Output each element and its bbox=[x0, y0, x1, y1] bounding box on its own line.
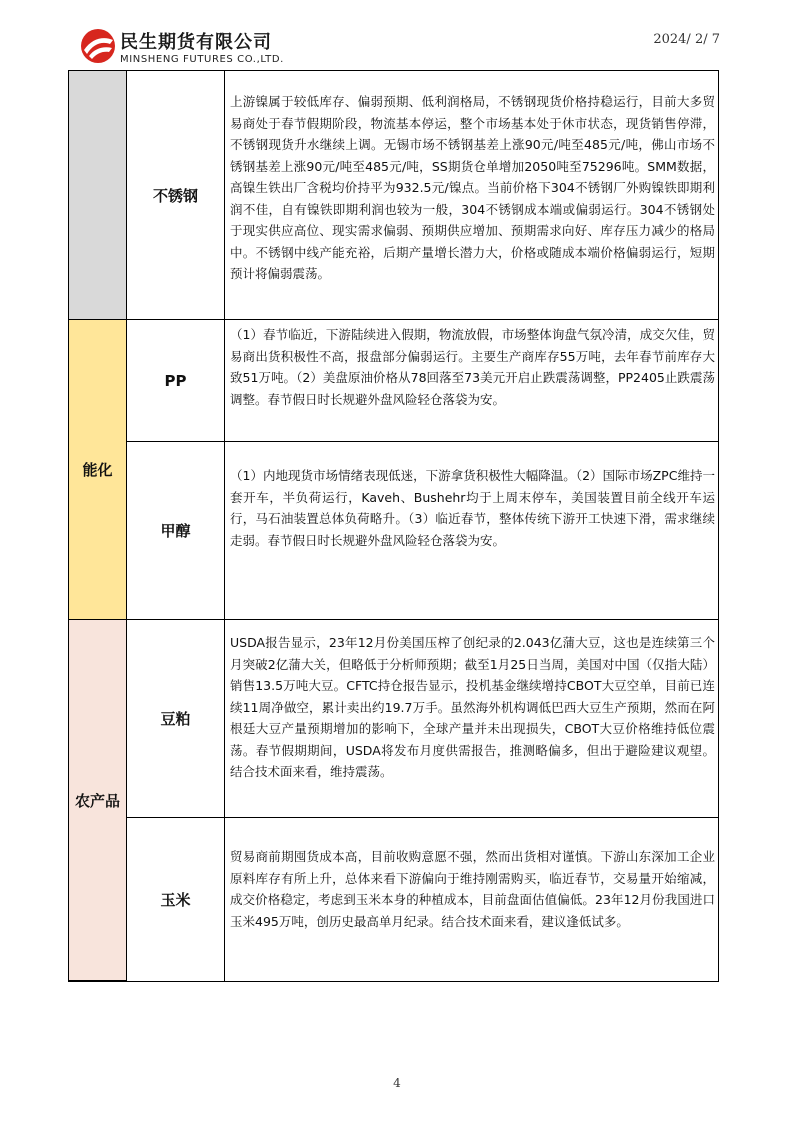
product-label: 不锈钢 bbox=[152, 186, 198, 205]
company-name-cn: 民生期货有限公司 bbox=[120, 32, 272, 53]
page-header bbox=[80, 24, 720, 72]
product-cell bbox=[127, 320, 225, 442]
product-description: 上游镍属于较低库存、偏弱预期、低利润格局，不锈钢现货价格持稳运行，目前大多贸易商处于春节假期阶段，物流基本停运，整个市场基本处于休市状态，现货销售停滞，不锈钢现货升水继续上调。无锡市场不锈钢基差上涨90元/吨至485元/吨，佛山市场不锈钢基差上涨90元/吨至485元/吨，SS期货仓单增加2050吨至75296吨。SMM数据，高镍生铁出厂含税均价持平为932.5元/镍点。当前价格下304不锈钢厂外购镍铁即期利润不佳，自有镍铁即期利润也较为一般，304不锈钢成本端或偏弱运行。304不锈钢处于现实供应高位、现实需求偏弱、预期供应增加、预期需求向好、库存压力减少的格局中。不锈钢中线产能充裕，后期产量增长潜力大，价格或随成本端价格偏弱运行，短期预计将偏弱震荡。 bbox=[225, 71, 719, 320]
product-cell bbox=[127, 442, 225, 620]
commodity-table bbox=[68, 71, 719, 982]
product-description: （1）内地现货市场情绪表现低迷，下游拿货积极性大幅降温。（2）国际市场ZPC维持一套开车，半负荷运行，Kaveh、Bushehr均于上周末停车，美国装置目前全线开车运行，马石油装置总体负荷略升。（3）临近春节，整体传统下游开工快速下滑，需求继续走弱。春节假日时长规避外盘风险轻仓落袋为安。 bbox=[225, 442, 719, 620]
product-description: 贸易商前期囤货成本高，目前收购意愿不强，然而出货相对谨慎。下游山东深加工企业原料库存有所上升，总体来看下游偏向于维持刚需购买，临近春节，交易量开始缩减，成交价格稳定，考虑到玉米本身的种植成本，目前盘面估值偏低。23年12月份我国进口玉米495万吨，创历史最高单月纪录。结合技术面来看，建议逢低试多。 bbox=[230, 849, 715, 929]
product-cell bbox=[127, 620, 225, 818]
product-cell bbox=[127, 71, 225, 320]
category-cell-metals bbox=[69, 71, 127, 320]
minsheng-logo-icon bbox=[80, 28, 116, 64]
category-cell-agriculture bbox=[69, 620, 127, 981]
product-label: 豆粕 bbox=[160, 710, 191, 728]
product-label: 甲醇 bbox=[160, 522, 191, 540]
category-label: 能化 bbox=[82, 461, 113, 479]
product-label: PP bbox=[164, 371, 187, 390]
report-date: 2024/ 2/ 7 bbox=[653, 32, 720, 47]
product-label: 玉米 bbox=[160, 891, 191, 909]
category-label: 农产品 bbox=[74, 791, 120, 810]
category-cell-energy-chemical bbox=[69, 320, 127, 620]
company-name-en: MINSHENG FUTURES CO.,LTD. bbox=[120, 54, 284, 65]
product-description: （1）春节临近，下游陆续进入假期，物流放假，市场整体询盘气氛冷清，成交欠佳，贸易商出货积极性不高，报盘部分偏弱运行。主要生产商库存55万吨，去年春节前库存大致51万吨。（2）美盘原油价格从78回落至73美元开启止跌震荡调整，PP2405止跌震荡调整。春节假日时长规避外盘风险轻仓落袋为安。 bbox=[225, 320, 719, 442]
product-description: USDA报告显示，23年12月份美国压榨了创纪录的2.043亿蒲大豆，这也是连续第三个月突破2亿蒲大关，但略低于分析师预期；截至1月25日当周，美国对中国（仅指大陆）销售13.5万吨大豆。CFTC持仓报告显示，投机基金继续增持CBOT大豆空单，目前已连续11周净做空，累计卖出约19.7万手。虽然海外机构调低巴西大豆生产预期，然而在阿根廷大豆产量预期增加的影响下，全球产量并未出现损失，CBOT大豆价格维持低位震荡。春节假期期间，USDA将发布月度供需报告，推测略偏多，但出于避险建议观望。结合技术面来看，维持震荡。 bbox=[225, 620, 719, 818]
product-cell bbox=[127, 818, 225, 981]
page-number: 4 bbox=[393, 1076, 401, 1090]
